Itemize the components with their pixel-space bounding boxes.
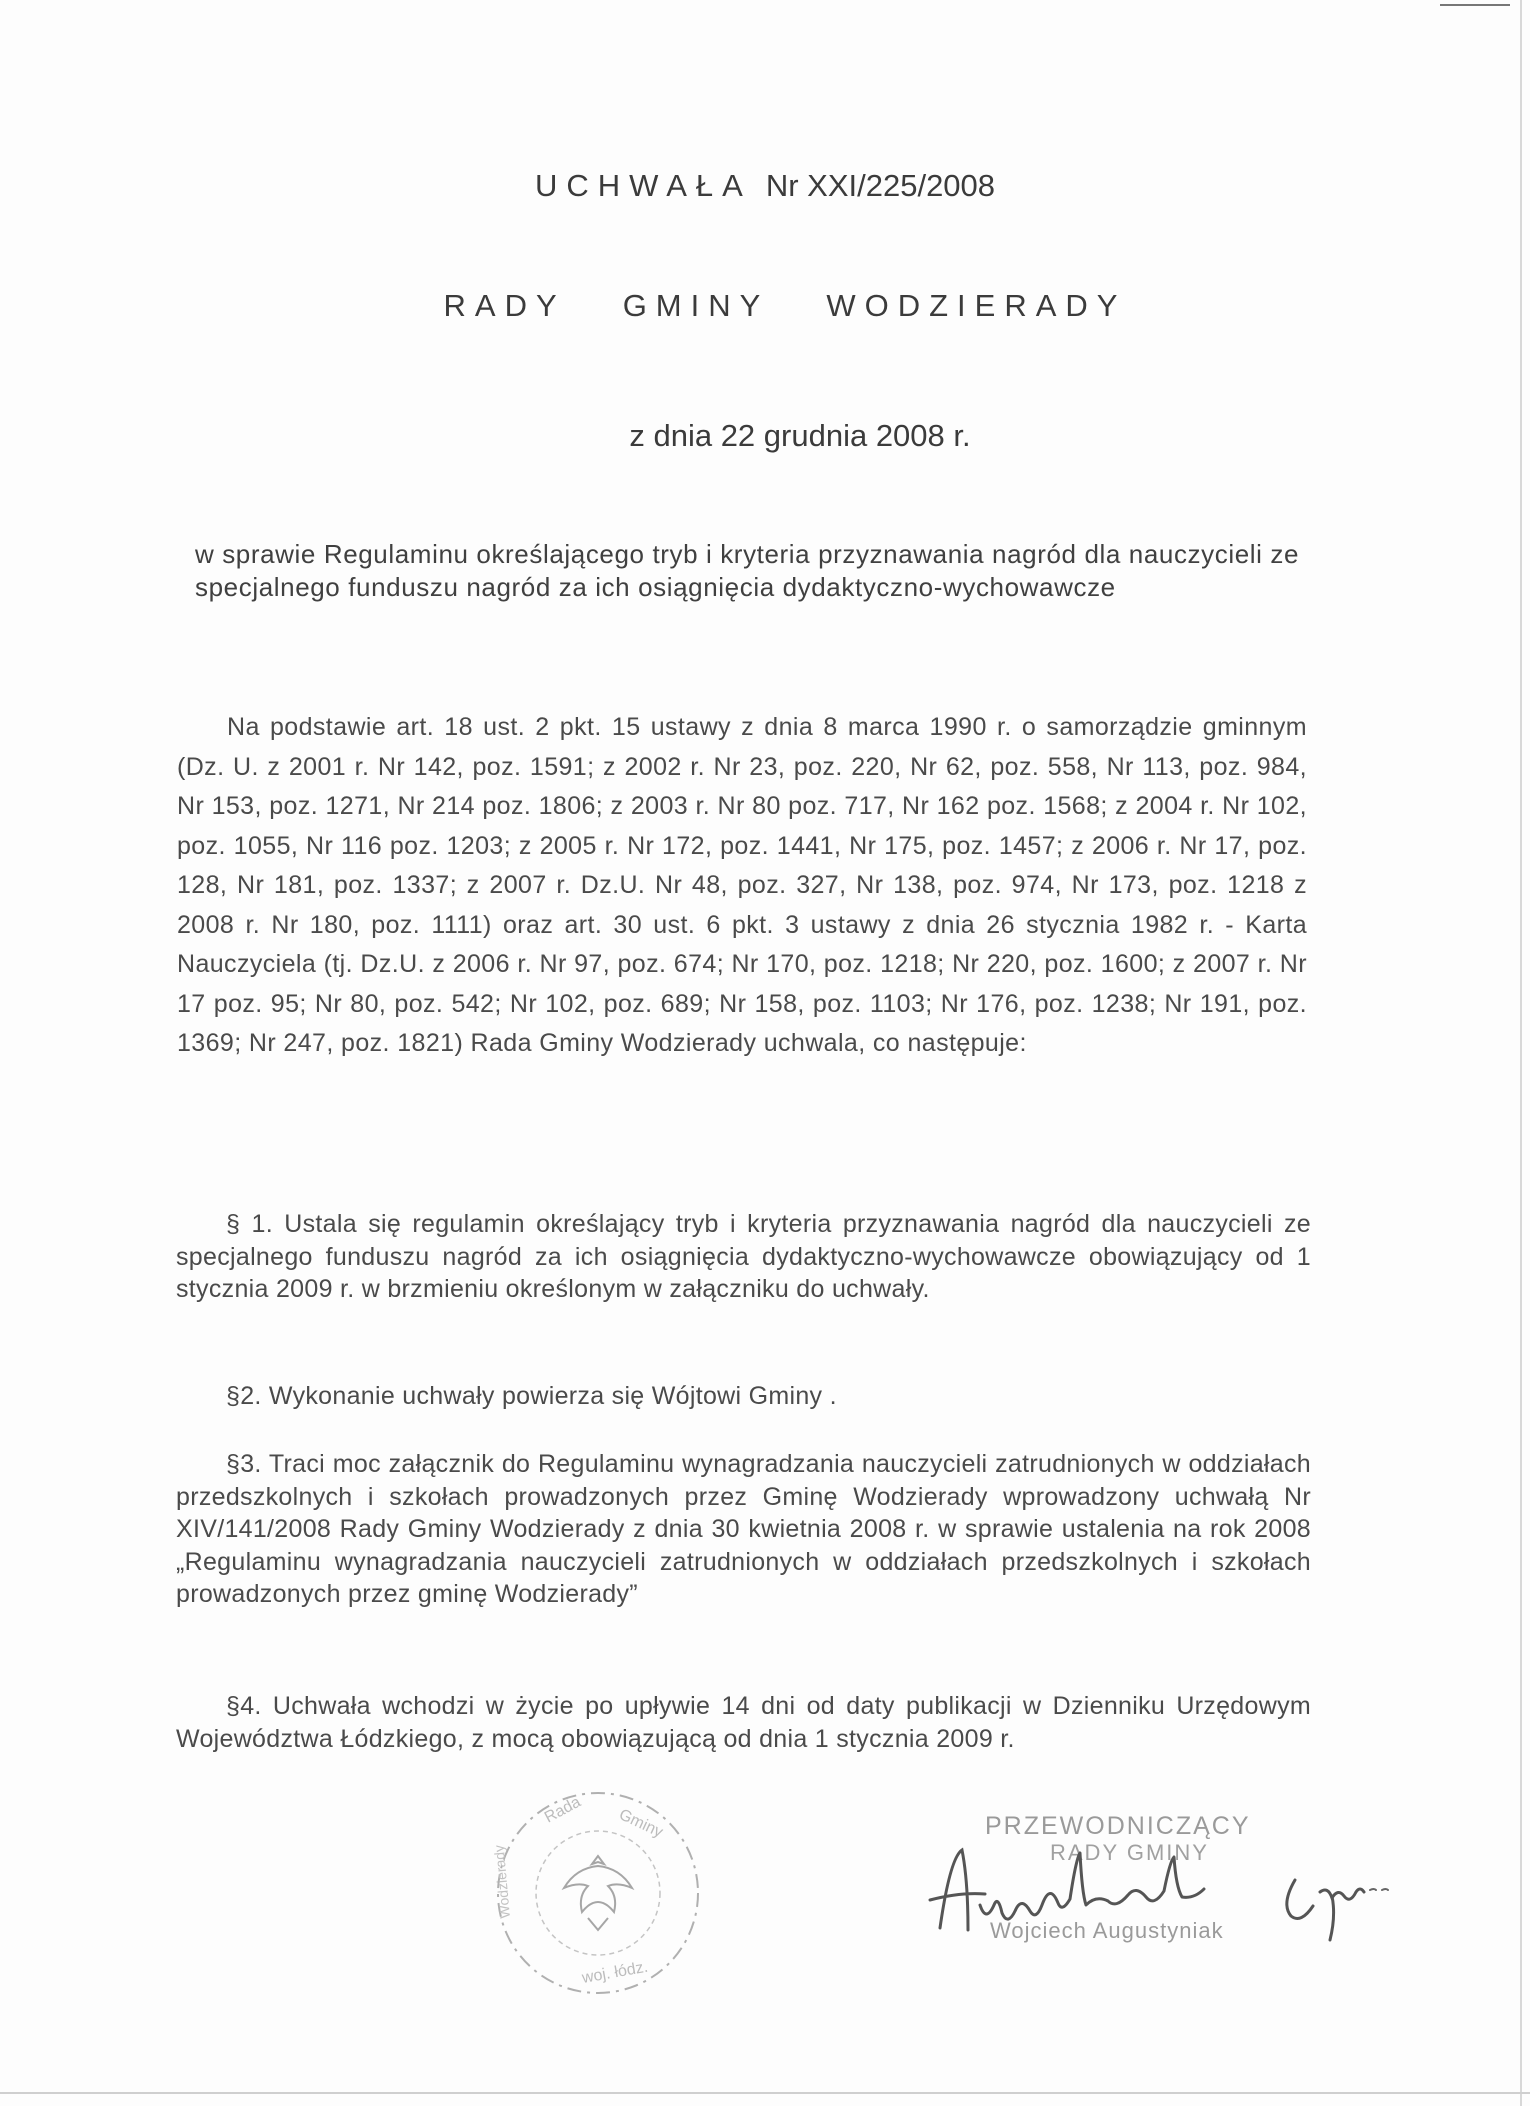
council-name: RADY GMINY WODZIERADY	[443, 288, 1127, 323]
signature-printed-name: Wojciech Augustyniak	[990, 1918, 1224, 1943]
handwritten-signature-icon	[900, 1810, 1420, 1970]
paragraph-3	[176, 1448, 1311, 1611]
signature-body: RADY GMINY	[1050, 1840, 1209, 1865]
svg-text:woj. łódz.: woj. łódz.	[580, 1958, 650, 1987]
paragraph-1-text: § 1. Ustala się regulamin określający tryb i kryteria przyznawania nagród dla nauczycieli ze specjalnego funduszu nagród za ich osiągnięcia dydaktyczno-wychowawcze obowiązujący od 1 stycznia 2009 r. w brzmieniu określonym w załączniku do uchwały.	[176, 1210, 1311, 1303]
seal-stamp-icon	[488, 1778, 708, 2008]
paragraph-4-text: §4. Uchwała wchodzi w życie po upływie 14 dni od daty publikacji w Dzienniku Urzędowym Województwa Łódzkiego, z mocą obowiązującą od dnia 1 stycznia 2009 r.	[176, 1692, 1311, 1753]
paragraph-2	[176, 1380, 1311, 1413]
signature-block	[900, 1810, 1420, 1970]
resolution-title-word: UCHWAŁA	[534, 168, 752, 203]
svg-text:Gminy: Gminy	[616, 1806, 666, 1842]
svg-text:Rada: Rada	[541, 1793, 584, 1827]
resolution-date: z dnia 22 grudnia 2008 r.	[629, 418, 971, 453]
scan-edge-corner	[1440, 4, 1510, 6]
signature-role: PRZEWODNICZĄCY	[985, 1812, 1251, 1840]
paragraph-1	[176, 1208, 1311, 1306]
legal-basis	[177, 708, 1307, 1064]
official-seal	[488, 1778, 708, 2008]
paragraph-4	[176, 1690, 1311, 1755]
resolution-number: Nr XXI/225/2008	[765, 168, 996, 203]
svg-text:Wodzierady: Wodzierady	[490, 1844, 513, 1920]
resolution-title	[0, 168, 1530, 204]
scan-edge-bottom	[0, 2092, 1530, 2094]
resolution-subject: w sprawie Regulaminu określającego tryb i kryteria przyznawania nagród dla nauczycieli ze specjalnego funduszu nagród za ich osiągnięcia dydaktyczno-wychowawcze	[195, 539, 1300, 602]
legal-basis-text: Na podstawie art. 18 ust. 2 pkt. 15 ustawy z dnia 8 marca 1990 r. o samorządzie gminnym (Dz. U. z 2001 r. Nr 142, poz. 1591; z 2002 r. Nr 23, poz. 220, Nr 62, poz. 558, Nr 113, poz. 984, Nr 153, poz. 1271, Nr 214 poz. 1806; z 2003 r. Nr 80 poz. 717, Nr 162 poz. 1568; z 2004 r. Nr 102, poz. 1055, Nr 116 poz. 1203; z 2005 r. Nr 172, poz. 1441, Nr 175, poz. 1457; z 2006 r. Nr 17, poz. 128, Nr 181, poz. 1337; z 2007 r. Dz.U. Nr 48, poz. 327, Nr 138, poz. 974, Nr 173, poz. 1218 z 2008 r. Nr 180, poz. 1111) oraz art. 30 ust. 6 pkt. 3 ustawy z dnia 26 stycznia 1982 r. - Karta Nauczyciela (tj. Dz.U. z 2006 r. Nr 97, poz. 674; Nr 170, poz. 1218; Nr 220, poz. 1600; z 2007 r. Nr 17 poz. 95; Nr 80, poz. 542; Nr 102, poz. 689; Nr 158, poz. 1103; Nr 176, poz. 1238; Nr 191, poz. 1369; Nr 247, poz. 1821) Rada Gminy Wodzierady uchwala, co następuje:	[177, 713, 1307, 1057]
eagle-emblem-icon	[564, 1856, 632, 1930]
paragraph-3-text: §3. Traci moc załącznik do Regulaminu wynagradzania nauczycieli zatrudnionych w oddziałach przedszkolnych i szkołach prowadzonych przez Gminę Wodzierady wprowadzony uchwałą Nr XIV/141/2008 Rady Gminy Wodzierady z dnia 30 kwietnia 2008 r. w sprawie ustalenia na rok 2008 „Regulaminu wynagradzania nauczycieli zatrudnionych w oddziałach przedszkolnych i szkołach prowadzonych przez gminę Wodzierady”	[176, 1450, 1311, 1608]
paragraph-2-text: §2. Wykonanie uchwały powierza się Wójtowi Gminy .	[226, 1382, 837, 1410]
